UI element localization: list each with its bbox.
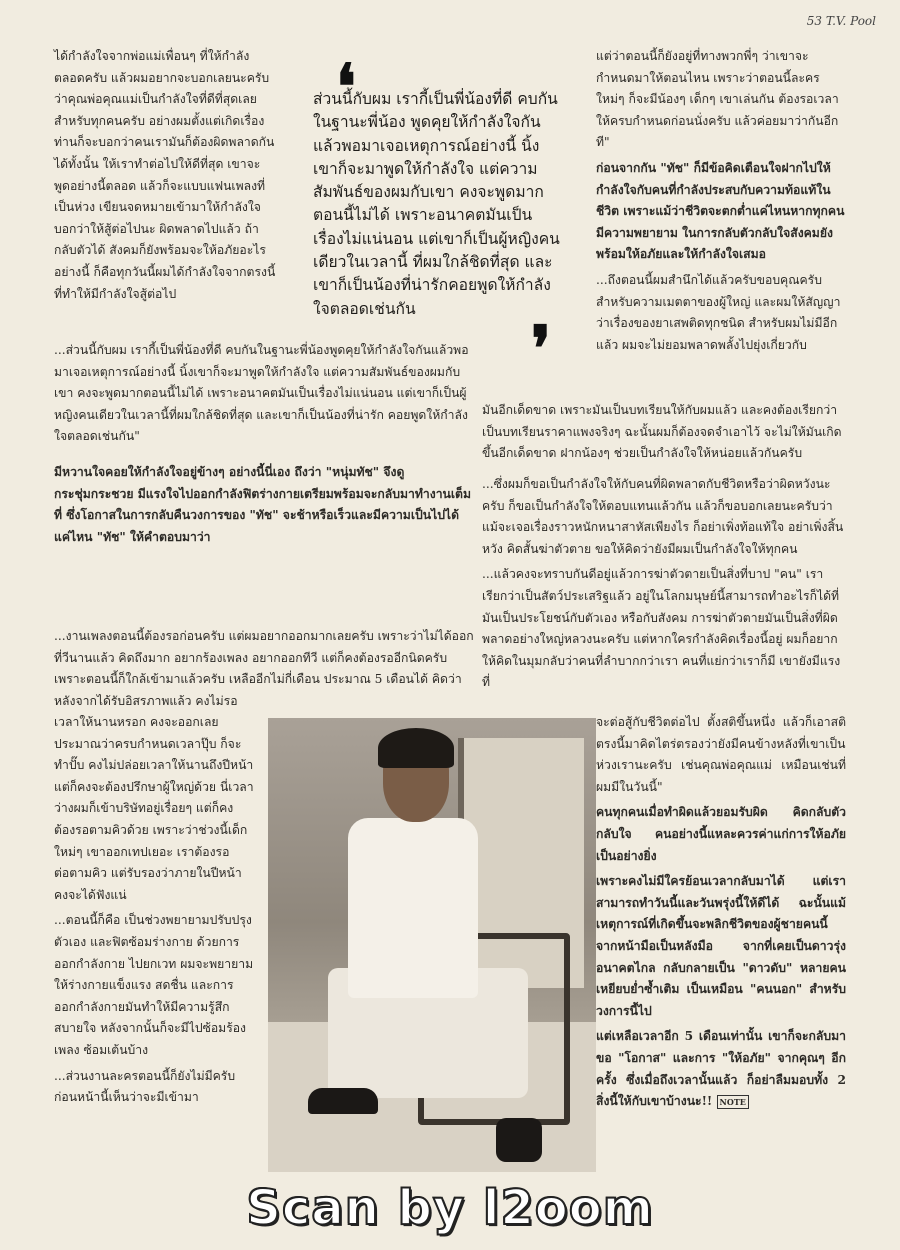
paragraph: ...แล้วคงจะทราบกันดีอยู่แล้วการฆ่าตัวตายเป็นสิ่งที่บาป "คน" เราเรียกว่าเป็นสัตว์ประเสริฐแล้ว อยู่ในโลกมนุษย์นี้สามารถทำอะไรก็ได้ที่มันเป็นประโยชน์กับตัวเอง หรือกับสังคม การฆ่าตัวตายมันเป็นสิ่งที่ผิดพลาดอย่างใหญ่หลวงนะครับ แต่หากใครกำลังคิดเรื่องนี้อยู่ ผมก็อยากให้คิดในมุมกลับว่าคนที่ลำบากกว่าเรา คนที่แย่กว่าเราก็มี เขายังมีแรงที่ <box>482 567 841 690</box>
column-right-bottom <box>596 712 846 1117</box>
pull-quote: ส่วนนี้กับผม เรากี้เป็นพี่น้องที่ดี คบกันในฐานะพี่น้อง พูดคุยให้กำลังใจกันแล้วพอมาเจอเหตุการณ์อย่างนี้ นิ้งเขาก็จะมาพูดให้กำลังใจ แต่ความสัมพันธ์ของผมกับเขา คงจะพูดมากตอนนี้ไม่ได้ เพราะอนาคตมันเป็นเรื่องไม่แน่นอน แต่เขาก็เป็นผู้หญิงคนเดียวในเวลานี้ ที่ผมใกล้ชิดที่สุด และเขาก็เป็นน้องที่น่ารักคอยพูดให้กำลังใจตลอดเช่นกัน <box>313 90 560 318</box>
music-paragraph <box>54 626 474 716</box>
bold-paragraph: คนทุกคนเมื่อทำผิดแล้วยอมรับผิด คิดกลับตัวกลับใจ คนอย่างนี้แหละควรค่าแก่การให้อภัยเป็นอย่างยิ่ง <box>596 805 846 863</box>
paragraph: แต่ว่าตอนนี้ก็ยังอยู่ที่ทางพวกพี่ๆ ว่าเขาจะกำหนดมาให้ตอนไหน เพราะว่าตอนนี้ละครใหม่ๆ ก็จะมีน้องๆ เด็กๆ เขาเล่นกัน ต้องรอเวลาให้ครบกำหนดก่อนนั่งครับ แล้วค่อยมาว่ากันอีกที" <box>596 49 839 150</box>
center-right-mid <box>482 400 846 469</box>
paragraph: ...ส่วนงานละครตอนนี้ก็ยังไม่มีครับ ก่อนหน้านี้เห็นว่าจะมีเข้ามา <box>54 1068 236 1105</box>
paragraph: ...ตอนนี้ก็คือ เป็นช่วงพยายามปรับปรุงตัวเอง และฟิตซ้อมร่างกาย ด้วยการออกกำลังกาย ไปยกเวท ผมจะพยายามให้ร่างกายแข็งแรง สดชื่น และการออกกำลังกายมันทำให้มีความรู้สึกสบายใจ หลังจากนั้นก็จะมีไปซ้อมร้องเพลง ซ้อมเต้นบ้าง <box>54 913 254 1057</box>
paragraph: ...ส่วนนี้กับผม เรากี้เป็นพี่น้องที่ดี คบกันในฐานะพี่น้องพูดคุยให้กำลังใจกันแล้วพอมาเจอเหตุการณ์อย่างนี้ นิ้งเขาก็จะมาพูดให้กำลังใจ แต่ความสัมพันธ์ของผมกับเขา คงจะพูดมากตอนนี้ไม่ได้ เพราะอนาคตมันเป็นเรื่องไม่แน่นอน แต่เขาก็เป็นผู้หญิงคนเดียวในเวลานี้ที่ผมใกล้ชิดที่สุด และเขาก็เป็นน้องที่น่ารัก คอยพูดให้กำลังใจตลอดเช่นกัน" <box>54 343 469 444</box>
paragraph: ...ถึงตอนนี้ผมสำนึกได้แล้วครับขอบคุณครับสำหรับความเมตตาของผู้ใหญ่ และผมให้สัญญาว่าเรื่องของยาเสพติดทุกชนิด สำหรับผมไม่มีอีกแล้ว ผมจะไม่ยอมพลาดพลั้งไปยุ่งเกี่ยวกับ <box>596 272 841 352</box>
quote-close-icon: ❜ <box>531 312 551 385</box>
bold-paragraph: ก่อนจากกัน "ทัช" ก็มีข้อคิดเตือนใจฝากไปให้กำลังใจกับคนที่กำลังประสบกับความท้อแท้ในชีวิต เพราะแม้ว่าชีวิตจะตกต่ำแค่ไหนหากทุกคนมีความพยายาม ในการกลับตัวกลับใจสังคมยังพร้อมให้อภัยและให้กำลังใจเสมอ <box>596 160 845 262</box>
left-mid-paragraph <box>54 340 469 452</box>
bold-paragraph <box>596 1026 846 1112</box>
paragraph: จะต่อสู้กับชีวิตต่อไป ตั้งสติขึ้นหนึ่ง แล้วก็เอาสติตรงนี้มาคิดไตร่ตรองว่ายังมีคนข้างหลังที่เขาเป็นห่วงเรานะครับ เช่นคุณพ่อคุณแม่ เหมือนเช่นที่ผมมีในวันนี้" <box>596 715 846 794</box>
paragraph: มันอีกเด็ดขาด เพราะมันเป็นบทเรียนให้กับผมแล้ว และคงต้องเรียกว่าเป็นบทเรียนราคาแพงจริงๆ ฉะนั้นผมก็ต้องจดจำเอาไว้ จะไม่ให้มันเกิดขึ้นอีกเด็ดขาด ฝากน้องๆ ช่วยเป็นกำลังใจให้หน่อยแล้วกันครับ <box>482 403 842 461</box>
quote-open-icon: ❛ <box>336 50 356 123</box>
column-left-bottom <box>54 712 254 1113</box>
column-left-top <box>54 46 276 309</box>
right-lower-block <box>482 474 846 698</box>
paragraph: ...ซึ่งผมก็ขอเป็นกำลังใจให้กับคนที่ผิดพลาดกับชีวิตหรือว่าผิดหวังนะครับ ก็ขอเป็นกำลังใจให้ตอบแทนแล้วกัน แล้วก็ขอบอกเลยนะครับว่า แม้จะเจอเรื่องราวหนักหนาสาหัสเพียงไร ก็อย่าเพิ่งท้อแท้ใจ อย่าเพิ่งสิ้นหวัง คิดสั้นฆ่าตัวตาย ขอให้คิดว่ายังมีผมเป็นกำลังใจให้ทุกคน <box>482 477 844 556</box>
paragraph: ได้กำลังใจจากพ่อแม่เพื่อนๆ ที่ให้กำลังตลอดครับ แล้วผมอยากจะบอกเลยนะครับว่าคุณพ่อคุณแม่เป็นกำลังใจที่ดีที่สุดเลยสำหรับทุกคนครับ อย่างผมตั้งแต่เกิดเรื่อง ท่านก็จะบอกว่าคนเรามันก็ต้องผิดพลาดกันได้ทั้งนั้น ให้เราทำต่อไปให้ดีที่สุด เขาจะพูดอย่างนี้ตลอด แล้วก็จะแบบแฟนเพลงที่เป็นห่วง เขียนจดหมายเข้ามาให้กำลังใจ บอกว่าให้สู้ต่อไปนะ ผิดพลาดไปแล้ว ถ้ากลับตัวได้ สังคมก็ยังพร้อมจะให้อภัยอะไรอย่างนี้ ก็คือทุกวันนี้ผมได้กำลังใจจากตรงนี้ ที่ทำให้มีกำลังใจสู้ต่อไป <box>54 49 276 301</box>
left-bold-block <box>54 462 474 552</box>
closing-text: แต่เหลือเวลาอีก 5 เดือนเท่านั้น เขาก็จะกลับมาขอ "โอกาส" และการ "ให้อภัย" จากคุณๆ อีกครั้ง ซึ่งเมื่อถึงเวลานั้นแล้ว ก็อย่าลืมมอบทั้ง 2 สิ่งนี้ให้กับเขาบ้างนะ!! <box>596 1029 846 1109</box>
column-right-top <box>596 46 846 360</box>
paragraph: เวลาให้นานหรอก คงจะออกเลยประมาณว่าครบกำหนดเวลาปุ๊บ ก็จะทำปั๊บ คงไม่ปล่อยเวลาให้นานถึงปีหน้า แต่ก็คงจะต้องปรึกษาผู้ใหญ่ด้วย นี่เวลาว่างผมก็เข้าบริษัทอยู่เรื่อยๆ แต่ก็คงต้องรอตามคิวด้วย เพราะว่าช่วงนี้เด็กใหม่ๆ เขาออกเทปเยอะ เราต้องรอต่อตามคิว แต่รับรองว่าภายในปีหน้าคงจะได้ฟังแน่ <box>54 715 254 902</box>
bold-paragraph: มีหวานใจคอยให้กำลังใจอยู่ข้างๆ อย่างนี้นี่เอง ถึงว่า "หนุ่มทัช" จึงดูกระชุ่มกระชวย มีแรงใจไปออกกำลังฟิตร่างกายเตรียมพร้อมจะกลับมาทำงานเต็มที่ ซึ่งโอกาสในการกลับคืนวงการของ "ทัช" จะช้าหรือเร็วและมีความเป็นไปได้แค่ไหน "ทัช" ให้คำตอบมาว่า <box>54 465 471 544</box>
page-header: 53 T.V. Pool <box>806 14 876 28</box>
portrait-photo <box>268 718 596 1172</box>
bold-paragraph: เพราะคงไม่มีใครย้อนเวลากลับมาได้ แต่เราสามารถทำวันนี้และวันพรุ่งนี้ให้ดีได้ ฉะนั้นแม้เหตุการณ์ที่เกิดขึ้นจะพลิกชีวิตของผู้ชายคนนี้ จากหน้ามือเป็นหลังมือ จากที่เคยเป็นดาวรุ่งอนาคตไกล กลับกลายเป็น "ดาวดับ" หลายคนเหยียบย่ำซ้ำเติม เป็นเหมือน "คนนอก" สำหรับวงการนี้ไป <box>596 874 846 1018</box>
note-badge: NOTE <box>717 1095 749 1109</box>
paragraph: ...งานเพลงตอนนี้ต้องรอก่อนครับ แต่ผมอยากออกมากเลยครับ เพราะว่าไม่ได้ออกที่วีนานแล้ว คิดถึงมาก อยากร้องเพลง อยากออกทีวี แต่ก็คงต้องรออีกนิดครับ เพราะตอนนี้ก็ใกล้เข้ามาแล้วครับ เหลืออีกไม่กี่เดือน ประมาณ 5 เดือนได้ คิดว่าหลังจากได้รับอิสรภาพแล้ว คงไม่รอ <box>54 629 474 708</box>
scan-watermark: Scan by l2oom <box>246 1180 654 1236</box>
